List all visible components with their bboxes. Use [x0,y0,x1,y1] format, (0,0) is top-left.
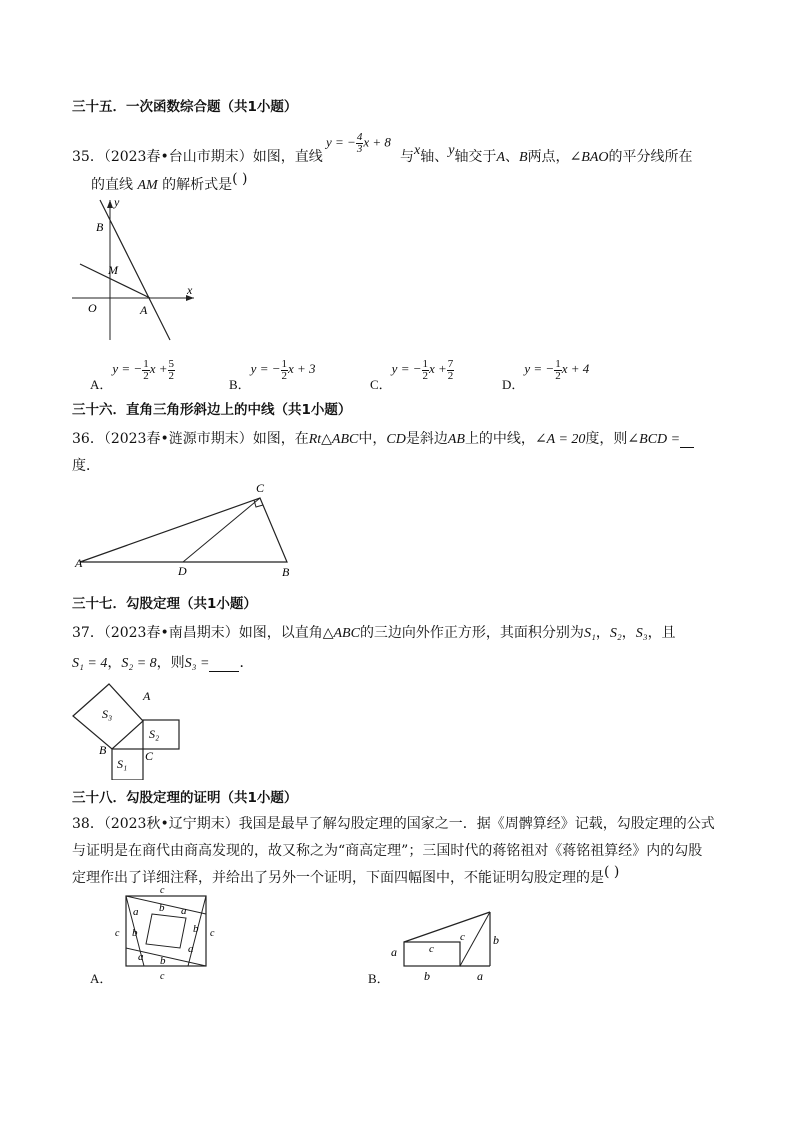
figure-37-squares [66,680,196,780]
label-O: O [88,301,97,315]
y-arrow-icon [107,200,113,208]
question-37-line2: S₁ = 4，S₂ = 8，则S₃ = ． [72,655,254,671]
question-number: 35． [72,149,104,165]
answer-paren: ( ) [232,171,248,187]
figure-36-triangle [70,476,300,580]
label-C: C [256,481,265,495]
option-B[interactable]: B．y = − $\frac{1}{2}$ x + 3 [229,357,316,392]
svg-text:a: a [391,945,397,959]
label-B: B [282,565,290,579]
svg-text:b: b [424,969,430,983]
option-A[interactable]: A． [90,971,113,986]
triangle-ABC [80,498,287,562]
svg-text:c: c [460,931,465,943]
option-D[interactable]: D．y = − $\frac{1}{2}$ x + 4 [502,357,590,392]
label-B: B [96,220,104,234]
answer-paren: ( ) [604,864,620,880]
svg-text:c: c [160,885,165,896]
svg-text:b: b [159,902,165,914]
section-title-36: 三十六．直角三角形斜边上的中线（共1小题） [72,402,352,418]
svg-text:b: b [193,923,199,935]
question-36-line1: 36．（2023春•涟源市期末）如图，在Rt△ABC中，CD是斜边AB上的中线，∠A = 20度，则∠BCD = [72,428,694,448]
svg-text:c: c [115,928,120,939]
label-x: x [187,283,193,297]
label-B: B [99,743,107,757]
label-A: A [143,689,151,703]
svg-text:c: c [160,971,165,982]
question-36-line2: 度． [72,458,100,474]
option-A[interactable]: A．y = − $\frac{1}{2}$ x + $\frac{5}{2}$ [90,357,175,392]
svg-text:a: a [181,905,187,917]
label-C: C [145,749,154,763]
answer-blank[interactable] [209,655,239,672]
svg-text:a: a [133,906,139,918]
svg-text:a: a [477,969,483,983]
question-37-line1: 37．（2023春•南昌期末）如图，以直角△ABC的三边向外作正方形，其面积分别为S₁，S₂，S₃，且 [72,625,676,641]
question-38-line1: 38．（2023秋•辽宁期末）我国是最早了解勾股定理的国家之一．据《周髀算经》记载，勾股定理的公式 [72,816,715,832]
option-B[interactable]: B． [368,971,390,986]
svg-text:c: c [429,943,434,955]
figure-35-graph [66,194,206,344]
question-38-line3: 定理作出了详细注释，并给出了另外一个证明，下面四幅图中，不能证明勾股定理的是( ) [72,864,620,886]
section-title-37: 三十七．勾股定理（共1小题） [72,596,257,612]
median-CD [183,498,260,562]
option-C[interactable]: C．y = − $\frac{1}{2}$ x + $\frac{7}{2}$ [370,357,454,392]
svg-text:b: b [493,933,499,947]
svg-text:b: b [132,927,138,939]
svg-text:c: c [210,928,215,939]
section-title-38: 三十八．勾股定理的证明（共1小题） [72,790,298,806]
svg-text:a: a [138,951,144,963]
fraction: $\frac{4}{3}$ [356,131,363,155]
question-35-line1b: 与x轴、y轴交于A、B两点，∠BAO的平分线所在 [400,143,693,165]
label-D: D [178,564,187,578]
label-A: A [75,556,83,570]
label-S2: S₂ [149,727,160,741]
question-35-line1 [72,146,323,166]
figure-38-option-B [384,900,508,984]
section-title-35: 三十五．一次函数综合题（共1小题） [72,99,298,115]
label-y: y [114,195,120,209]
label-M: M [108,263,118,277]
equation-line: y = − $\frac{4}{3}$ x + 8 [326,131,391,155]
answer-blank[interactable] [680,431,694,448]
question-35-line2: 的直线 AM 的解析式是( ) [91,171,248,193]
svg-text:b: b [160,955,166,967]
question-source: （2023春•台山市期末）如图，直线 [103,149,323,165]
inner-square [146,914,186,948]
label-S1: S₁ [117,757,128,771]
question-38-line2: 与证明是在商代由商高发现的，故又称之为“商高定理”；三国时代的蒋铭祖对《蒋铭祖算经》内的勾股 [72,843,703,859]
label-S3: S₃ [102,707,113,721]
label-A: A [140,303,148,317]
svg-text:a: a [188,943,194,955]
figure-38-option-A [108,884,218,982]
